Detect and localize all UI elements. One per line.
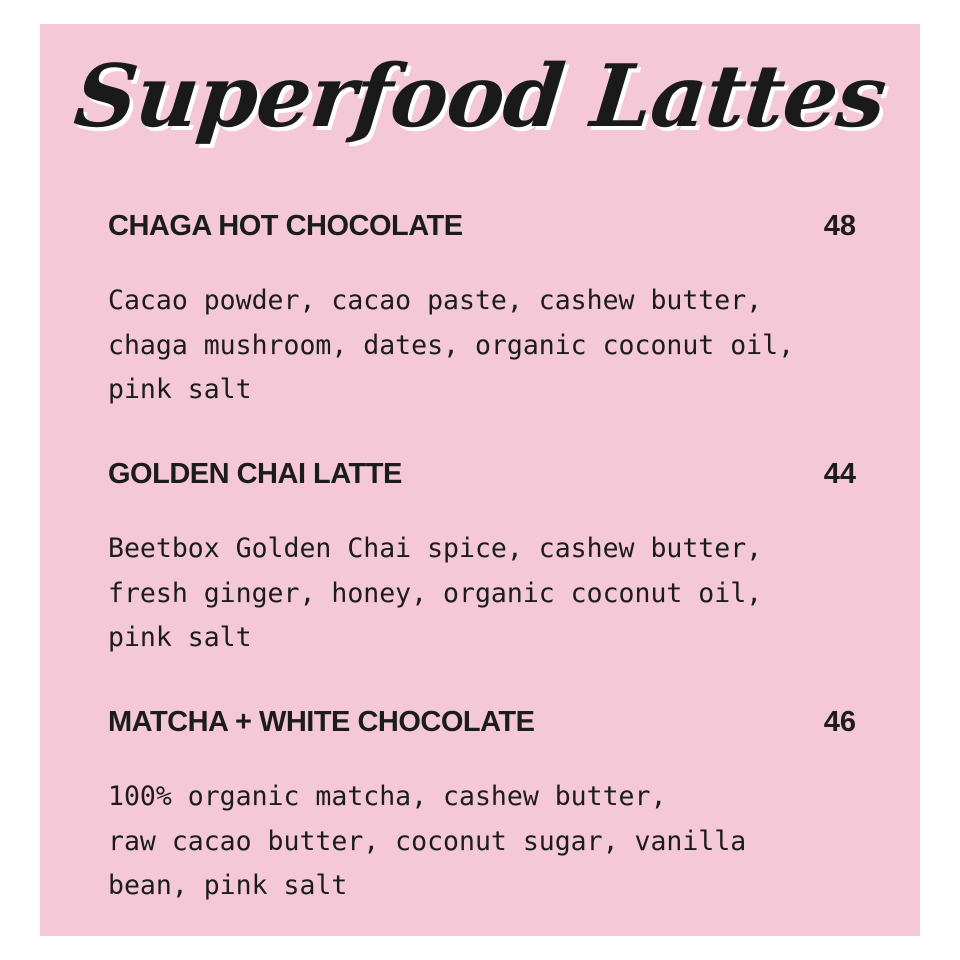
menu-item-price: 48: [823, 210, 856, 242]
description-line: fresh ginger, honey, organic coconut oil,: [108, 577, 763, 609]
menu-item-name: MATCHA + WHITE CHOCOLATE: [108, 706, 535, 738]
menu-item-name: GOLDEN CHAI LATTE: [108, 458, 402, 490]
menu-item-header: [108, 210, 856, 246]
menu-title: Superfood Lattes: [70, 46, 891, 147]
description-line: 100% organic matcha, cashew butter,: [108, 781, 667, 812]
menu-item: [108, 458, 856, 661]
description-line: pink salt: [108, 374, 252, 405]
description-line: bean, pink salt: [108, 870, 348, 901]
menu-item-price: 46: [823, 706, 856, 738]
menu-item-description: [108, 279, 868, 413]
menu-item: [108, 210, 856, 413]
menu-item-header: [108, 706, 856, 742]
menu-item-price: 44: [823, 458, 856, 490]
menu-item-name: CHAGA HOT CHOCOLATE: [108, 210, 463, 242]
description-line: Beetbox Golden Chai spice, cashew butter,: [108, 533, 763, 564]
menu-item-description: [108, 527, 868, 661]
menu-item: [108, 706, 856, 909]
menu-board: [40, 24, 920, 936]
description-line: pink salt: [108, 622, 252, 653]
menu-item-header: [108, 458, 856, 494]
description-line: Cacao powder, cacao paste, cashew butter,: [108, 285, 763, 316]
description-line: chaga mushroom, dates, organic coconut oil,: [108, 329, 795, 361]
menu-item-description: [108, 775, 868, 909]
description-line: raw cacao butter, coconut sugar, vanilla: [108, 825, 747, 857]
